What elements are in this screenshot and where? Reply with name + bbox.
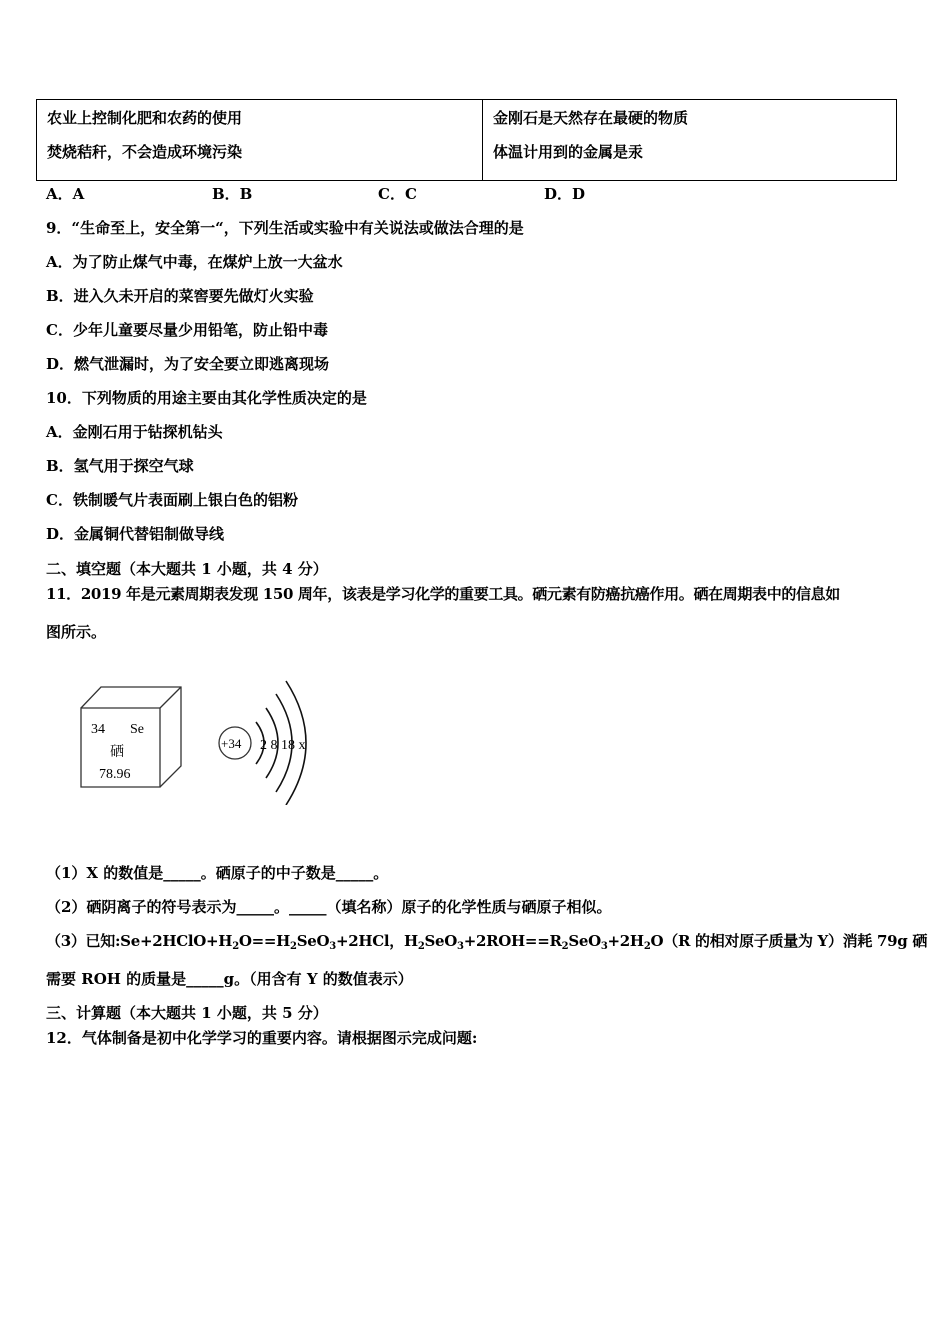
question-9-stem: 9．“生命至上，安全第一“，下列生活或实验中有关说法或做法合理的是 — [46, 219, 524, 237]
q9-option-a: A．为了防止煤气中毒，在煤炉上放一大盆水 — [46, 253, 343, 271]
equation-text: +2HCl，H — [335, 932, 418, 950]
atomic-mass: 78.96 — [99, 767, 131, 782]
question-11-line2: 图所示。 — [46, 623, 107, 641]
q10-option-d: D．金属铜代替铝制做导线 — [46, 525, 225, 543]
question-11-part-3-line2: 需要 ROH 的质量是_____g。（用含有 Y 的数值表示） — [46, 970, 413, 988]
q9-option-d: D．燃气泄漏时，为了安全要立即逃离现场 — [46, 355, 330, 373]
subscript: 2 — [232, 941, 239, 952]
option-d: D．D — [544, 185, 586, 203]
q8-options — [46, 184, 585, 204]
table-cell-right — [483, 100, 897, 181]
equation-text: O==H — [238, 932, 291, 950]
subscript: 2 — [417, 941, 425, 952]
option-a: A．A — [46, 185, 85, 203]
option-b: B．B — [212, 185, 253, 203]
subscript: 3 — [329, 941, 336, 952]
q9-option-b: B．进入久未开启的菜窖要先做灯火实验 — [46, 287, 314, 305]
electron-configuration: 2 8 18 x — [260, 738, 306, 753]
equation-text: SeO — [568, 932, 601, 950]
selenium-figure — [70, 665, 330, 805]
section-3-heading: 三、计算题（本大题共 1 小题，共 5 分） — [46, 1004, 328, 1022]
subscript: 2 — [643, 941, 651, 952]
option-c: C．C — [378, 185, 417, 203]
equation-text: +2H — [607, 932, 644, 950]
question-10-stem: 10．下列物质的用途主要由其化学性质决定的是 — [46, 389, 367, 407]
section-2-heading: 二、填空题（本大题共 1 小题，共 4 分） — [46, 560, 328, 578]
q10-option-c: C．铁制暖气片表面刷上银白色的铝粉 — [46, 491, 298, 509]
q9-option-c: C．少年儿童要尽量少用铅笔，防止铅中毒 — [46, 321, 328, 339]
question-12-stem: 12．气体制备是初中化学学习的重要内容。请根据图示完成问题: — [46, 1029, 478, 1047]
table-text: 体温计用到的金属是汞 — [493, 143, 644, 161]
subscript: 2 — [561, 941, 569, 952]
table-cell-left — [37, 100, 483, 181]
table-text: 农业上控制化肥和农药的使用 — [47, 109, 243, 127]
question-11-part-1: （1）X 的数值是_____。硒原子的中子数是_____。 — [46, 864, 389, 882]
subscript: 3 — [457, 941, 464, 952]
atomic-number: 34 — [91, 722, 105, 737]
equation-text: SeO — [424, 932, 458, 950]
element-symbol: Se — [130, 722, 144, 737]
equation-text: （3）已知:Se+2HClO+H — [46, 932, 233, 950]
equation-text: +2ROH==R — [463, 932, 562, 950]
equation-text: SeO — [296, 932, 330, 950]
equation-text: O（R 的相对原子质量为 Y）消耗 79g 硒 — [650, 932, 928, 950]
element-name: 硒 — [110, 745, 124, 760]
subscript: 2 — [290, 941, 297, 952]
table-text: 金刚石是天然存在最硬的物质 — [493, 109, 689, 127]
table-text: 焚烧秸秆，不会造成环境污染 — [47, 143, 243, 161]
question-11-part-2: （2）硒阴离子的符号表示为_____。_____（填名称）原子的化学性质与硒原子相似。 — [46, 898, 612, 916]
question-11-part-3 — [46, 931, 927, 951]
q10-option-a: A．金刚石用于钻探机钻头 — [46, 423, 223, 441]
options-table — [36, 99, 897, 181]
question-11-line1: 11．2019 年是元素周期表发现 150 周年，该表是学习化学的重要工具。硒元素有防癌抗癌作用。硒在周期表中的信息如 — [46, 585, 840, 603]
q10-option-b: B．氢气用于探空气球 — [46, 457, 194, 475]
subscript: 3 — [600, 941, 608, 952]
nucleus-charge: +34 — [221, 736, 242, 751]
